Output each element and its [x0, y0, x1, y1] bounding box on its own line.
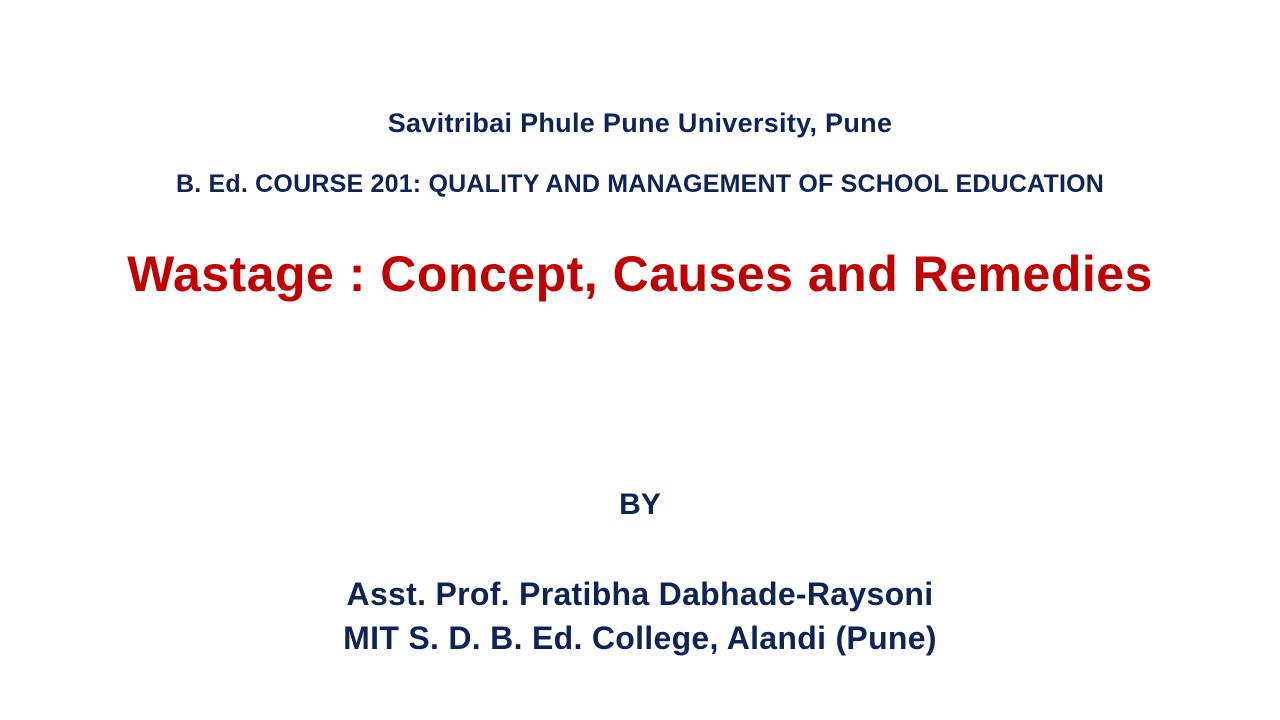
course-title: B. Ed. COURSE 201: QUALITY AND MANAGEMENT OF SCHOOL EDUCATION — [176, 170, 1104, 198]
author-name: Asst. Prof. Pratibha Dabhade-Raysoni — [346, 576, 934, 612]
by-label: BY — [619, 488, 661, 521]
presentation-title: Wastage : Concept, Causes and Remedies — [127, 246, 1153, 302]
college-name: MIT S. D. B. Ed. College, Alandi (Pune) — [343, 620, 937, 656]
university-name: Savitribai Phule Pune University, Pune — [387, 108, 893, 138]
